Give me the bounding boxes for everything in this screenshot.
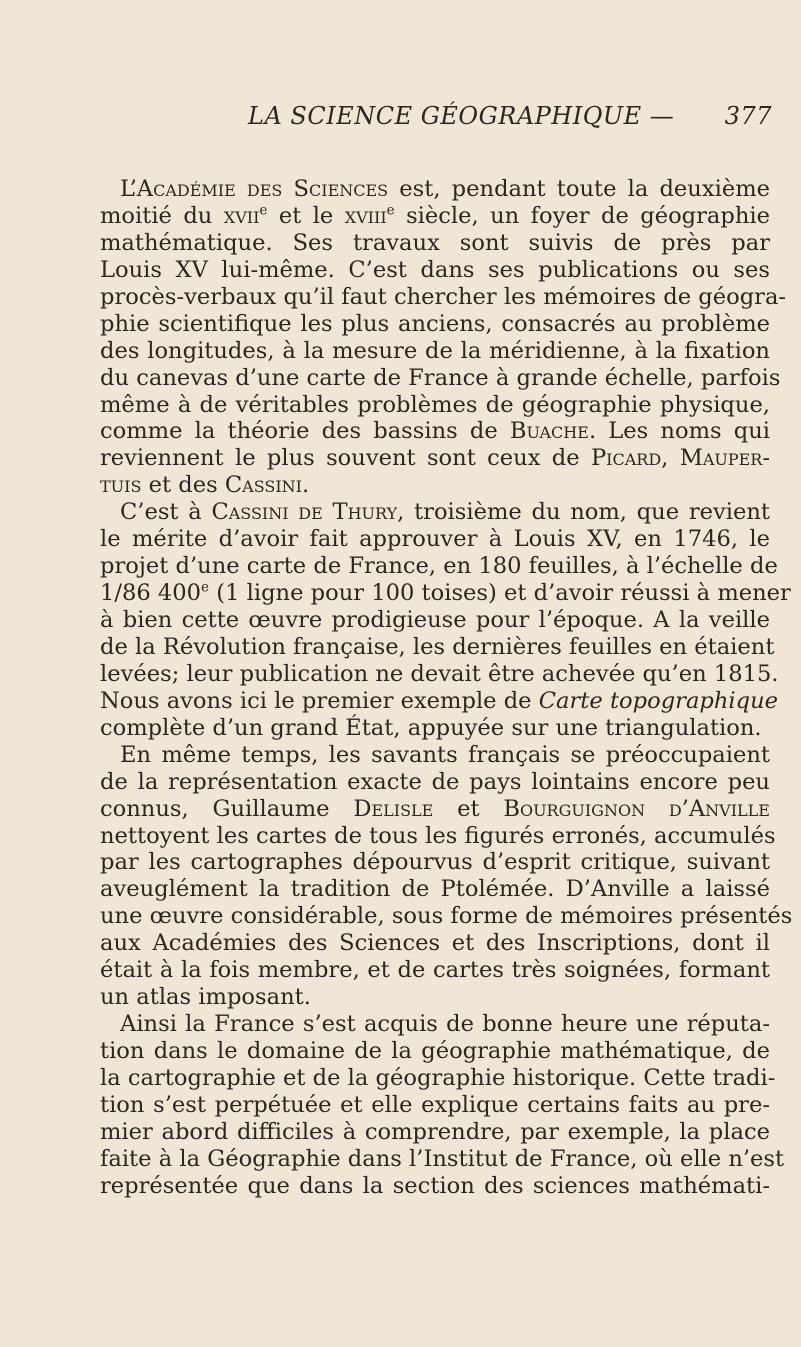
- text-run: le mérite d’avoir fait approuver à Louis XV, en 1746, le: [100, 526, 770, 553]
- text-line: [100, 1038, 770, 1065]
- page-number: 377: [724, 102, 772, 130]
- text-line: [100, 176, 770, 203]
- text-line: [100, 984, 770, 1011]
- text-line: [100, 338, 770, 365]
- text-run: Ainsi la France s’est acquis de bonne heure une réputa-: [120, 1011, 770, 1038]
- text-line: [100, 230, 770, 257]
- text-line: [100, 715, 770, 742]
- text-line: [100, 472, 770, 499]
- text-run: complète d’un grand État, appuyée sur une triangulation.: [100, 714, 762, 741]
- text-run: de la Révolution française, les dernières feuilles en étaient: [100, 633, 775, 660]
- text-run: même à de véritables problèmes de géographie physique,: [100, 391, 770, 418]
- small-caps-name: Delisle: [353, 795, 434, 822]
- text-line: [100, 203, 770, 230]
- text-run: reviennent le plus souvent sont ceux de: [100, 445, 591, 472]
- small-caps-name: L’Académie des Sciences: [120, 176, 389, 202]
- text-run: du canevas d’une carte de France à grande échelle, parfois: [100, 364, 781, 391]
- small-caps-name: Picard: [590, 445, 662, 472]
- small-caps-name: xviii: [344, 202, 387, 229]
- text-run: faite à la Géographie dans l’Institut de France, où elle n’est: [100, 1145, 785, 1172]
- text-run: mier abord difficiles à comprendre, par exemple, la place: [100, 1118, 770, 1145]
- text-run: une œuvre considérable, sous forme de mémoires présentés: [100, 903, 793, 930]
- text-run: phie scientifique les plus anciens, consacrés au problème: [100, 310, 770, 337]
- text-run: Louis XV lui-même. C’est dans ses publications ou ses: [100, 256, 770, 283]
- superscript: e: [201, 579, 210, 596]
- text-line: [100, 283, 787, 311]
- text-run: En même temps, les savants français se préoccupaient: [120, 741, 770, 768]
- text-run: était à la fois membre, et de cartes très soignées, formant: [100, 957, 770, 984]
- text-run: . Les noms qui: [588, 418, 770, 445]
- text-line: [100, 526, 770, 553]
- text-line: [100, 633, 775, 661]
- text-line: [100, 418, 770, 445]
- text-run: .: [302, 472, 310, 499]
- text-line: [100, 553, 778, 580]
- text-run: de la représentation exacte de pays lointains encore peu: [100, 768, 770, 795]
- text-run: connus, Guillaume: [100, 795, 354, 822]
- text-line: [100, 822, 776, 850]
- text-run: procès-verbaux qu’il faut chercher les mémoires de géogra-: [100, 283, 787, 310]
- small-caps-name: Cassini de Thury: [211, 499, 398, 526]
- text-run: et: [433, 795, 504, 822]
- text-line: [100, 607, 770, 634]
- text-line: [100, 660, 779, 688]
- text-line: [100, 796, 770, 823]
- text-line: [100, 499, 770, 526]
- text-line: [100, 930, 770, 957]
- italic-term: Carte topographique: [538, 687, 779, 714]
- running-title: LA SCIENCE GÉOGRAPHIQUE —: [248, 102, 675, 130]
- text-run: par les cartographes dépourvus d’esprit critique, suivant: [100, 849, 770, 876]
- text-line: [100, 742, 770, 769]
- small-caps-name: Bourguignon d’Anville: [503, 795, 770, 822]
- text-run: et le: [267, 202, 345, 229]
- text-line: [100, 876, 770, 903]
- body-text: [100, 176, 793, 1200]
- text-run: des longitudes, à la mesure de la méridienne, à la fixation: [100, 337, 770, 364]
- text-run: 1/86 400: [100, 580, 202, 607]
- text-run: est, pendant toute la deuxième: [388, 176, 770, 202]
- text-line: [100, 1064, 776, 1092]
- text-run: projet d’une carte de France, en 180 feuilles, à l’échelle de: [100, 553, 778, 580]
- text-line: [100, 1173, 770, 1200]
- text-line: [100, 445, 770, 472]
- text-run: C’est à: [120, 499, 212, 526]
- text-line: [100, 687, 779, 715]
- text-line: [100, 579, 791, 607]
- text-line: [100, 1011, 770, 1038]
- text-run: tion dans le domaine de la géographie mathématique, de: [100, 1038, 770, 1064]
- superscript: e: [259, 202, 268, 219]
- small-caps-name: Buache: [509, 418, 589, 445]
- text-run: aveuglément la tradition de Ptolémée. D’Anville a laissé: [100, 876, 770, 903]
- superscript: e: [386, 202, 395, 219]
- small-caps-name: xvii: [223, 202, 260, 229]
- text-line: [100, 903, 793, 930]
- text-run: comme la théorie des bassins de: [100, 418, 510, 445]
- small-caps-name: Cassini: [224, 472, 302, 499]
- text-run: Nous avons ici le premier exemple de: [100, 687, 539, 714]
- text-run: (1 ligne pour 100 toises) et d’avoir réussi à mener: [209, 580, 791, 607]
- text-run: siècle, un foyer de géographie: [394, 202, 771, 229]
- text-line: [100, 849, 770, 876]
- text-line: [100, 257, 770, 284]
- text-run: la cartographie et de la géographie historique. Cette tradi-: [100, 1064, 776, 1091]
- text-run: et des: [141, 472, 225, 499]
- text-run: , troisième du nom, que revient: [397, 499, 770, 526]
- text-run: mathématique. Ses travaux sont suivis de près par: [100, 229, 770, 256]
- text-run: représentée que dans la section des sciences mathémati-: [100, 1172, 770, 1199]
- text-run: moitié du: [100, 202, 224, 229]
- text-line: [100, 1119, 770, 1146]
- text-line: [100, 364, 781, 392]
- text-run: nettoyent les cartes de tous les figurés erronés, accumulés: [100, 822, 776, 849]
- text-run: à bien cette œuvre prodigieuse pour l’époque. A la veille: [100, 607, 770, 633]
- text-line: [100, 311, 770, 338]
- text-run: tion s’est perpétuée et elle explique certains faits au pre-: [100, 1091, 770, 1118]
- small-caps-name: tuis: [100, 472, 142, 499]
- text-run: levées; leur publication ne devait être achevée qu’en 1815.: [100, 660, 779, 687]
- text-run: aux Académies des Sciences et des Inscriptions, dont il: [100, 930, 770, 957]
- running-header: [248, 102, 772, 130]
- small-caps-name: Mauper-: [679, 445, 770, 472]
- text-run: ,: [661, 445, 680, 472]
- text-run: un atlas imposant.: [100, 984, 311, 1011]
- text-line: [100, 1092, 770, 1119]
- text-line: [100, 957, 770, 984]
- text-line: [100, 392, 770, 419]
- text-line: [100, 1145, 785, 1173]
- text-line: [100, 769, 770, 796]
